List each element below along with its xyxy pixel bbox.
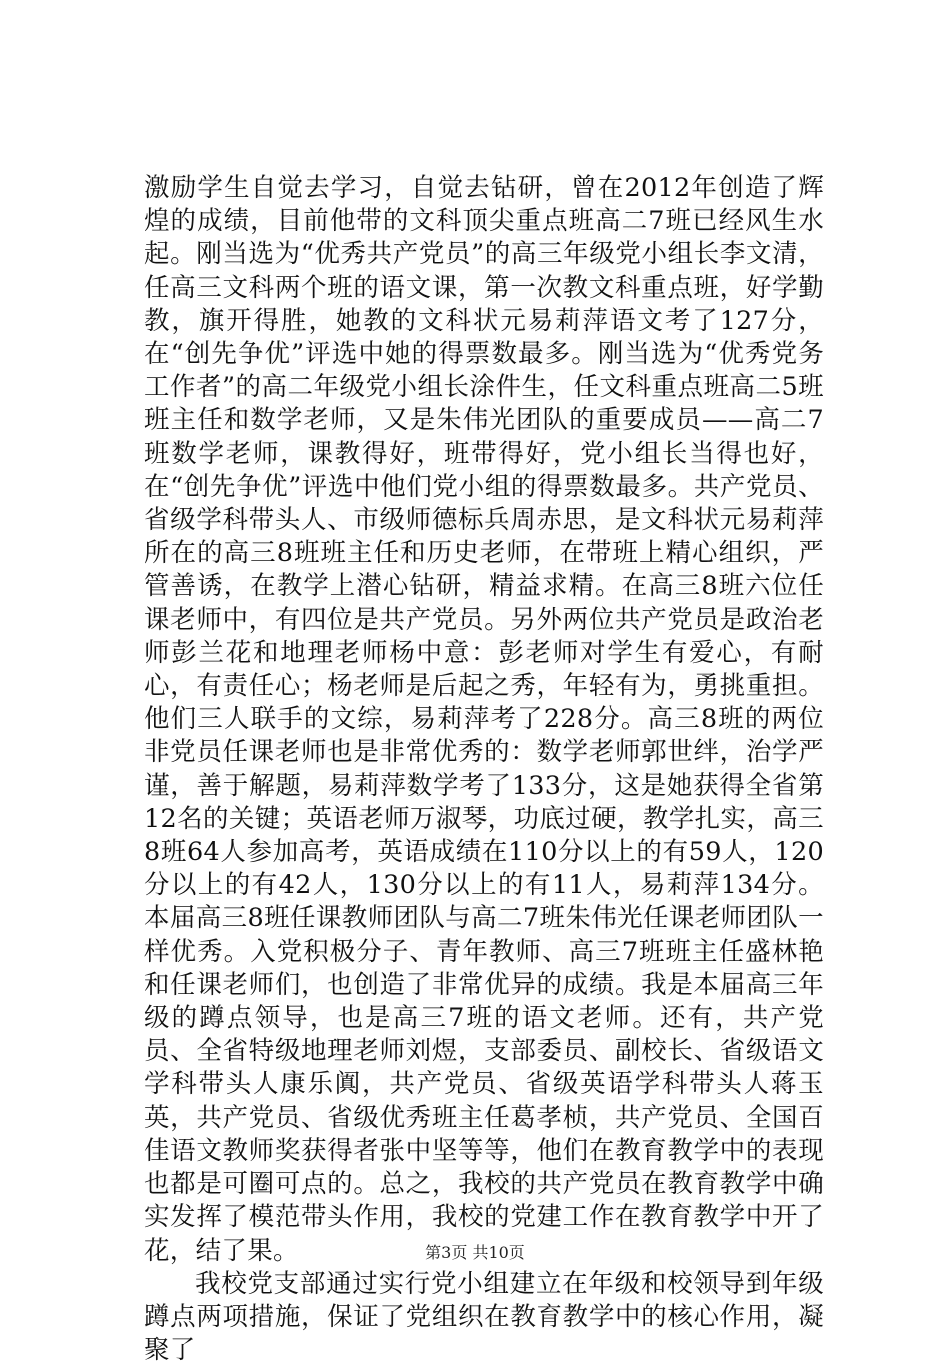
page-number-footer: 第3页 共10页 bbox=[425, 1243, 525, 1262]
body-paragraph-1: 激励学生自觉去学习，自觉去钻研，曾在2012年创造了辉煌的成绩，目前他带的文科顶尖重点班高二7班已经风生水起。刚当选为“优秀共产党员”的高三年级党小组长李文清，任高三文科两个班的语文课，第一次教文科重点班，好学勤教，旗开得胜，她教的文科状元易莉萍语文考了127分，在“创先争优”评选中她的得票数最多。刚当选为“优秀党务工作者”的高二年级党小组长涂件生，任文科重点班高二5班班主任和数学老师，又是朱伟光团队的重要成员——高二7班数学老师，课教得好，班带得好，党小组长当得也好，在“创先争优”评选中他们党小组的得票数最多。共产党员、省级学科带头人、市级师德标兵周赤思，是文科状元易莉萍所在的高三8班班主任和历史老师，在带班上精心组织，严管善诱，在教学上潜心钻研，精益求精。在高三8班六位任课老师中，有四位是共产党员。另外两位共产党员是政治老师彭兰花和地理老师杨中意：彭老师对学生有爱心，有耐心，有责任心；杨老师是后起之秀，年轻有为，勇挑重担。他们三人联手的文综，易莉萍考了228分。高三8班的两位非党员任课老师也是非常优秀的：数学老师郭世绊，治学严谨，善于解题，易莉萍数学考了133分，这是她获得全省第12名的关键；英语老师万淑琴，功底过硬，教学扎实，高三8班64人参加高考，英语成绩在110分以上的有59人，120分以上的有42人，130分以上的有11人，易莉萍134分。本届高三8班任课教师团队与高二7班朱伟光任课老师团队一样优秀。入党积极分子、青年教师、高三7班班主任盛林艳和任课老师们，也创造了非常优异的成绩。我是本届高三年级的蹲点领导，也是高三7班的语文老师。还有，共产党员、全省特级地理老师刘煜，支部委员、副校长、省级语文学科带头人康乐阗，共产党员、省级英语学科带头人蒋玉英，共产党员、省级优秀班主任葛孝桢，共产党员、全国百佳语文教师奖获得者张中坚等等，他们在教育教学中的表现也都是可圈可点的。总之，我校的共产党员在教育教学中确实发挥了模范带头作用，我校的党建工作在教育教学中开了花，结了果。 bbox=[144, 173, 824, 1266]
document-body bbox=[144, 172, 824, 1367]
body-paragraph-2: 我校党支部通过实行党小组建立在年级和校领导到年级蹲点两项措施，保证了党组织在教育教学中的核心作用，凝聚了 bbox=[144, 1268, 824, 1366]
